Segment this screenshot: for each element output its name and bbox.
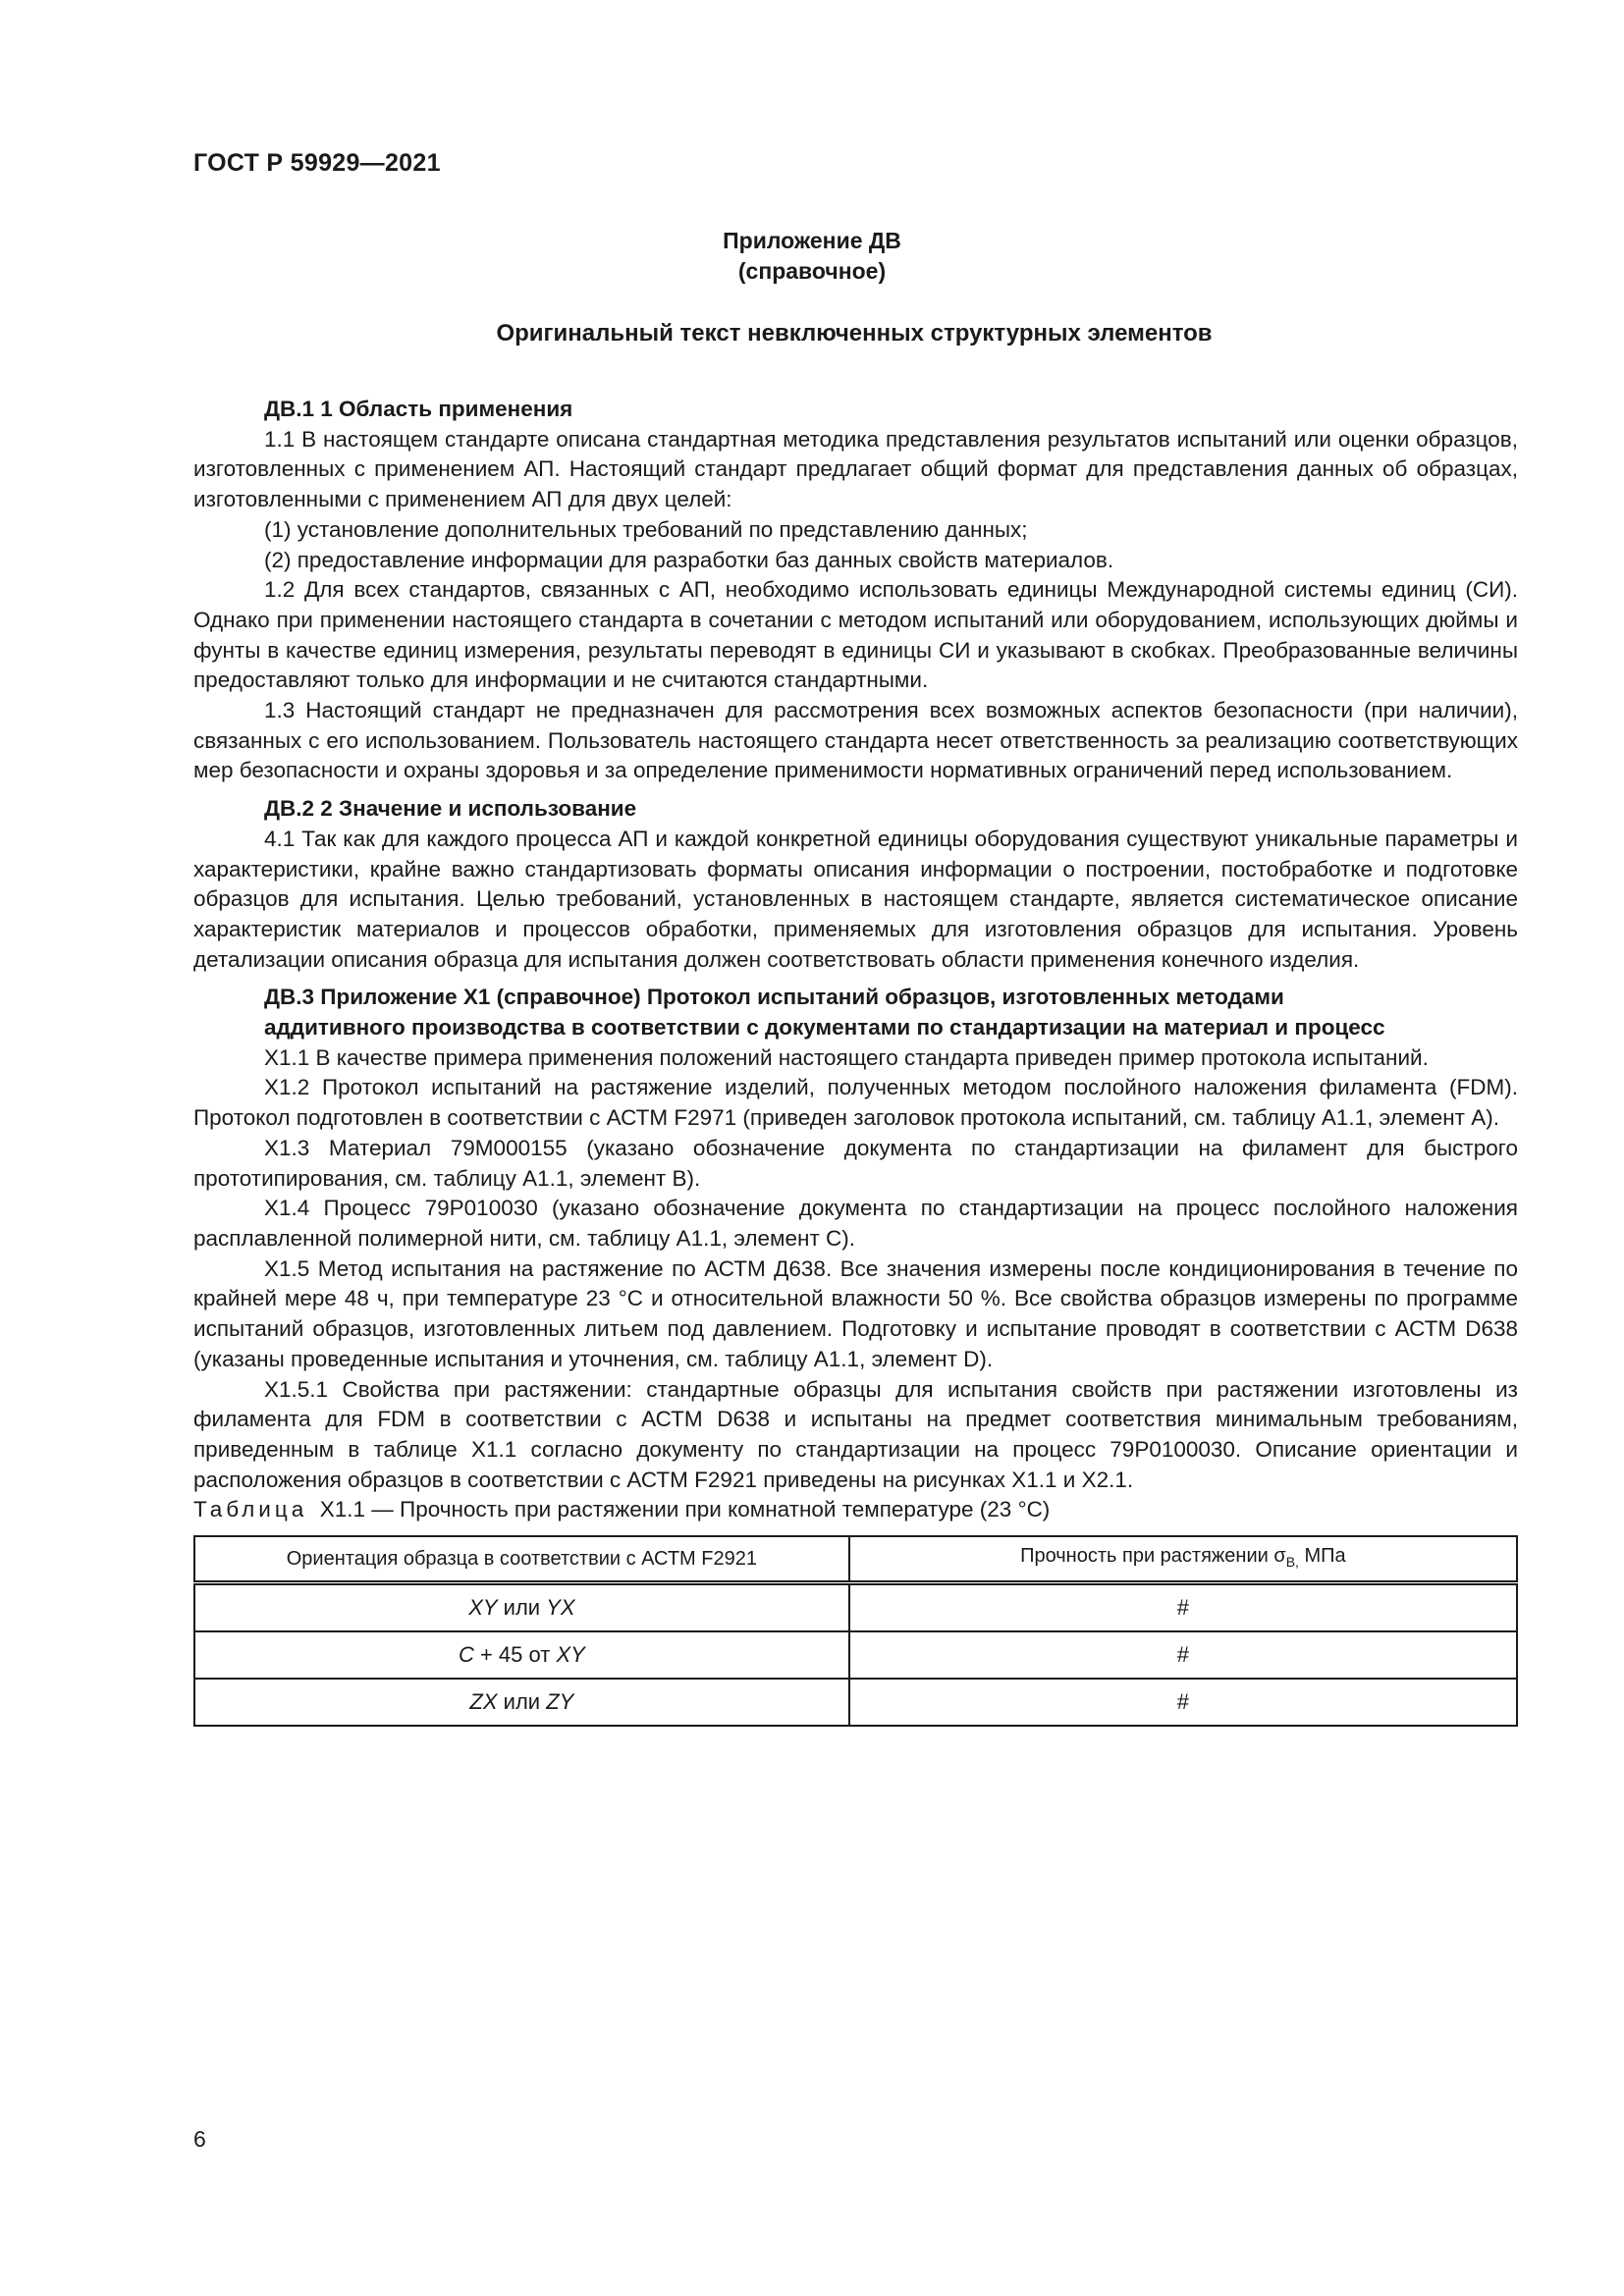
strength-subscript: B,: [1285, 1553, 1299, 1570]
orientation-connector: или: [497, 1688, 547, 1714]
orientation-connector: или: [497, 1594, 547, 1620]
orientation-b: ZY: [546, 1688, 574, 1714]
orientation-cell: [194, 1679, 849, 1726]
document-body: [193, 395, 1518, 1727]
strength-value-cell: #: [849, 1583, 1517, 1632]
orientation-b: YX: [546, 1594, 575, 1620]
orientation-a: XY: [468, 1594, 498, 1620]
orientation-cell: [194, 1631, 849, 1679]
strength-value-cell: #: [849, 1631, 1517, 1679]
paragraph-1-2: 1.2 Для всех стандартов, связанных с АП, необходимо использовать единицы Международной системы единиц (СИ). Однако при применении настоящего стандарта в сочетании с методом испытаний или оборудованием, использующих дюймы и фунты в качестве единиц измерения, результаты переводят в единицы СИ и указывают в скобках. Преобразованные величины предоставляют только для информации и не считаются стандартными.: [193, 577, 1518, 693]
column-header-orientation: Ориентация образца в соответствии с АСТМ F2921: [194, 1536, 849, 1583]
annex-heading: Оригинальный текст невключенных структурных элементов: [496, 320, 1213, 347]
paragraph-x1-5: X1.5 Метод испытания на растяжение по АСТМ Д638. Все значения измерены после кондиционирования в течение по крайней мере 48 ч, при температуре 23 °С и относительной влажности 50 %. Все свойства образцов измерены по программе испытаний образцов, изготовленных литьем под давлением. Подготовку и испытание проводят в соответствии с АСТМ D638 (указаны проведенные испытания и уточнения, см. таблицу А1.1, элемент D).: [193, 1255, 1518, 1371]
orientation-a: ZX: [469, 1688, 498, 1714]
section-title-scope: ДВ.1 1 Область применения: [264, 397, 573, 421]
paragraph-x1-1: X1.1 В качестве примера применения положений настоящего стандарта приведен пример протокола испытаний.: [264, 1044, 1429, 1070]
annex-status: (справочное): [737, 258, 887, 284]
paragraph-x1-3: X1.3 Материал 79М000155 (указано обозначение документа по стандартизации на филамент для быстрого прототипирования, см. таблицу А1.1, элемент В).: [193, 1135, 1518, 1191]
paragraph-1-1: 1.1 В настоящем стандарте описана стандартная методика представления результатов испытаний или оценки образцов, изготовленных с применением АП. Настоящий стандарт предлагает общий формат для представления данных об образцах, изготовленными с применением АП для двух целей:: [193, 426, 1518, 512]
column-header-strength: [849, 1536, 1517, 1583]
tensile-strength-table: [193, 1535, 1518, 1727]
paragraph-x1-2: X1.2 Протокол испытаний на растяжение изделий, полученных методом послойного наложения филамента (FDM). Протокол подготовлен в соответствии с АСТМ F2971 (приведен заголовок протокола испытаний, см. таблицу А1.1, элемент А).: [193, 1075, 1518, 1131]
list-item-2: (2) предоставление информации для разработки баз данных свойств материалов.: [264, 547, 1114, 572]
section-title-line-2: аддитивного производства в соответствии с документами по стандартизации на материал и процесс: [264, 1015, 1385, 1041]
table-row: [194, 1679, 1517, 1726]
page-number: 6: [193, 2126, 206, 2152]
orientation-b: XY: [556, 1641, 585, 1667]
strength-value-cell: #: [849, 1679, 1517, 1726]
paragraph-1-3: 1.3 Настоящий стандарт не предназначен для рассмотрения всех возможных аспектов безопасности (при наличии), связанных с его использованием. Пользователь настоящего стандарта несет ответственность за реализацию соответствующих мер безопасности и охраны здоровья и за определение применимости нормативных ограничений перед использованием.: [193, 698, 1518, 783]
paragraph-x1-4: X1.4 Процесс 79Р010030 (указано обозначение документа по стандартизации на процесс послойного наложения расплавленной полимерной нити, см. таблицу А1.1, элемент С).: [193, 1196, 1518, 1251]
orientation-connector: + 45 от: [473, 1641, 557, 1667]
strength-symbol: Прочность при растяжении σ: [1020, 1544, 1286, 1567]
paragraph-x1-5-1: X1.5.1 Свойства при растяжении: стандартные образцы для испытания свойств при растяжении изготовлены из филамента для FDM в соответствии с АСТМ D638 и испытаны на предмет соответствия минимальным требованиям, приведенным в таблице X1.1 согласно документу по стандартизации на процесс 79Р0100030. Описание ориентации и расположения образцов в соответствии с АСТМ F2921 приведены на рисунках X1.1 и X2.1.: [193, 1376, 1518, 1492]
annex-label: Приложение ДВ: [723, 228, 901, 253]
table-row: [194, 1631, 1517, 1679]
list-item-1: (1) установление дополнительных требований по представлению данных;: [264, 516, 1028, 542]
section-title-appendix-x1: [193, 983, 1518, 1042]
orientation-a: C: [458, 1641, 474, 1667]
document-id-header: ГОСТ Р 59929—2021: [193, 149, 441, 177]
table-row: [194, 1583, 1517, 1632]
table-caption: [193, 1495, 1518, 1525]
paragraph-4-1: 4.1 Так как для каждого процесса АП и каждой конкретной единицы оборудования существуют уникальные параметры и характеристики, крайне важно стандартизовать форматы описания информации о построении, постобработке и подготовке образцов для испытания. Целью требований, установленных в настоящем стандарте, является систематическое описание характеристик материалов и процессов обработки, применяемых для изготовления образцов для испытания. Уровень детализации описания образца для испытания должен соответствовать области применения конечного изделия.: [193, 826, 1518, 972]
orientation-cell: [194, 1583, 849, 1632]
table-header-row: [194, 1536, 1517, 1583]
annex-title: [0, 226, 1624, 287]
section-title-line-1: ДВ.3 Приложение X1 (справочное) Протокол испытаний образцов, изготовленных методами: [264, 985, 1284, 1010]
table-caption-text: X1.1 — Прочность при растяжении при комнатной температуре (23 °С): [319, 1497, 1051, 1522]
table-caption-label: Таблица: [193, 1497, 308, 1522]
strength-unit: МПа: [1298, 1544, 1346, 1567]
section-title-significance: ДВ.2 2 Значение и использование: [264, 796, 637, 822]
